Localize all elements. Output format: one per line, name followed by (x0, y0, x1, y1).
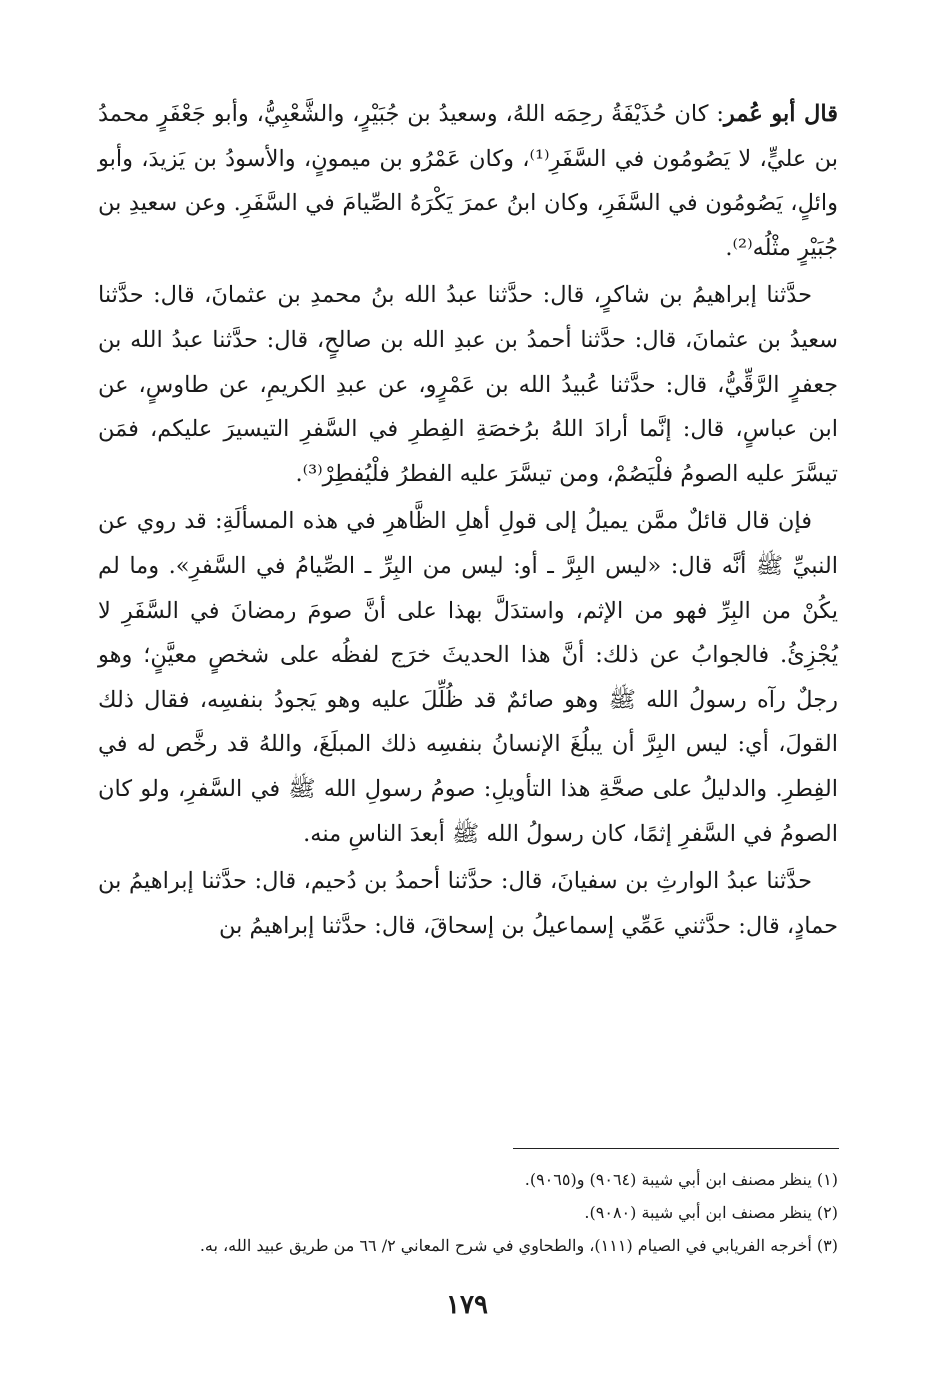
paragraph-3: فإن قال قائلٌ ممَّن يميلُ إلى قولِ أهلِ الظَّاهرِ في هذه المسألَةِ: قد روي عن النبيِّ ﷺ أنَّه قال: «ليس البِرَّ ـ أو: ليس من البِرِّ ـ الصِّيامُ في السَّفرِ». وما لم يكُنْ من البِرِّ فهو من الإثم، واستدَلَّ بهذا على أنَّ صومَ رمضانَ في السَّفَرِ لا يُجْزِئُ. فالجوابُ عن ذلك: أنَّ هذا الحديثَ خرَج لفظُه على شخصٍ معيَّنٍ؛ وهو رجلٌ رآه رسولُ الله ﷺ وهو صائمٌ قد ظُلِّلَ عليه وهو يَجودُ بنفسِه، فقال ذلك القولَ، أي: ليس البِرَّ أن يبلُغَ الإنسانُ بنفسِه ذلك المبلَغَ، واللهُ قد رخَّص له في الفِطرِ. والدليلُ على صحَّةِ هذا التأويلِ: صومُ رسولِ الله ﷺ في السَّفرِ، ولو كان الصومُ في السَّفرِ إثمًا، كان رسولُ الله ﷺ أبعدَ الناسِ منه. (98, 508, 838, 847)
footnote-3: (٣) أخرجه الفريابي في الصيام (١١١)، والطحاوي في شرح المعاني ٢/ ٦٦ من طريق عبيد الله، به. (199, 1236, 838, 1255)
footnote-1: (١) ينظر مصنف ابن أبي شيبة (٩٠٦٤) و(٩٠٦٥). (524, 1170, 838, 1189)
paragraph-4: حدَّثنا عبدُ الوارثِ بن سفيانَ، قال: حدَّثنا أحمدُ بن دُحيم، قال: حدَّثنا إبراهيمُ بن حمادٍ، قال: حدَّثني عَمِّي إسماعيلُ بن إسحاقَ، قال: حدَّثنا إبراهيمُ بن (98, 868, 838, 939)
footnote-2: (٢) ينظر مصنف ابن أبي شيبة (٩٠٨٠). (584, 1203, 838, 1222)
main-text (98, 92, 838, 948)
paragraph-1-text: : كان حُذَيْفَةُ رحِمَه اللهُ، وسعيدُ بن جُبَيْرٍ، والشَّعْبِيُّ، وأبو جَعْفَرٍ محمدُ بن عليٍّ، لا يَصُومُون في السَّفَرِ⁽¹⁾، وكان عَمْرُو بن ميمونٍ، والأسودُ بن يَزيدَ، وأبو وائلٍ، يَصُومُون في السَّفَرِ، وكان ابنُ عمرَ يَكْرَهُ الصِّيامَ في السَّفَرِ. وعن سعيدِ بن جُبَيْرٍ مثْلُه⁽²⁾. (98, 101, 838, 261)
footnotes (98, 1163, 838, 1262)
paragraph-1 (98, 92, 838, 270)
paragraph-2: حدَّثنا إبراهيمُ بن شاكرٍ، قال: حدَّثنا عبدُ الله بنُ محمدِ بن عثمانَ، قال: حدَّثنا سعيدُ بن عثمانَ، قال: حدَّثنا أحمدُ بن عبدِ الله بن صالحٍ، قال: حدَّثنا عبدُ الله بن جعفرٍ الرَّقِّيُّ، قال: حدَّثنا عُبيدُ الله بن عَمْرٍو، عن عبدِ الكريمِ، عن طاوسٍ، عن ابن عباسٍ، قال: إنَّما أرادَ اللهُ برُخصَةِ الفِطرِ في السَّفرِ التيسيرَ عليكم، فمَن تيسَّرَ عليه الصومُ فلْيَصُمْ، ومن تيسَّرَ عليه الفطرُ فلْيُفطِرْ⁽³⁾. (98, 282, 838, 487)
footnote-separator (513, 1148, 839, 1149)
page-body (98, 92, 838, 951)
speaker-label: قال أبو عُمر (723, 101, 838, 127)
page-number: ١٧٩ (446, 1290, 488, 1320)
